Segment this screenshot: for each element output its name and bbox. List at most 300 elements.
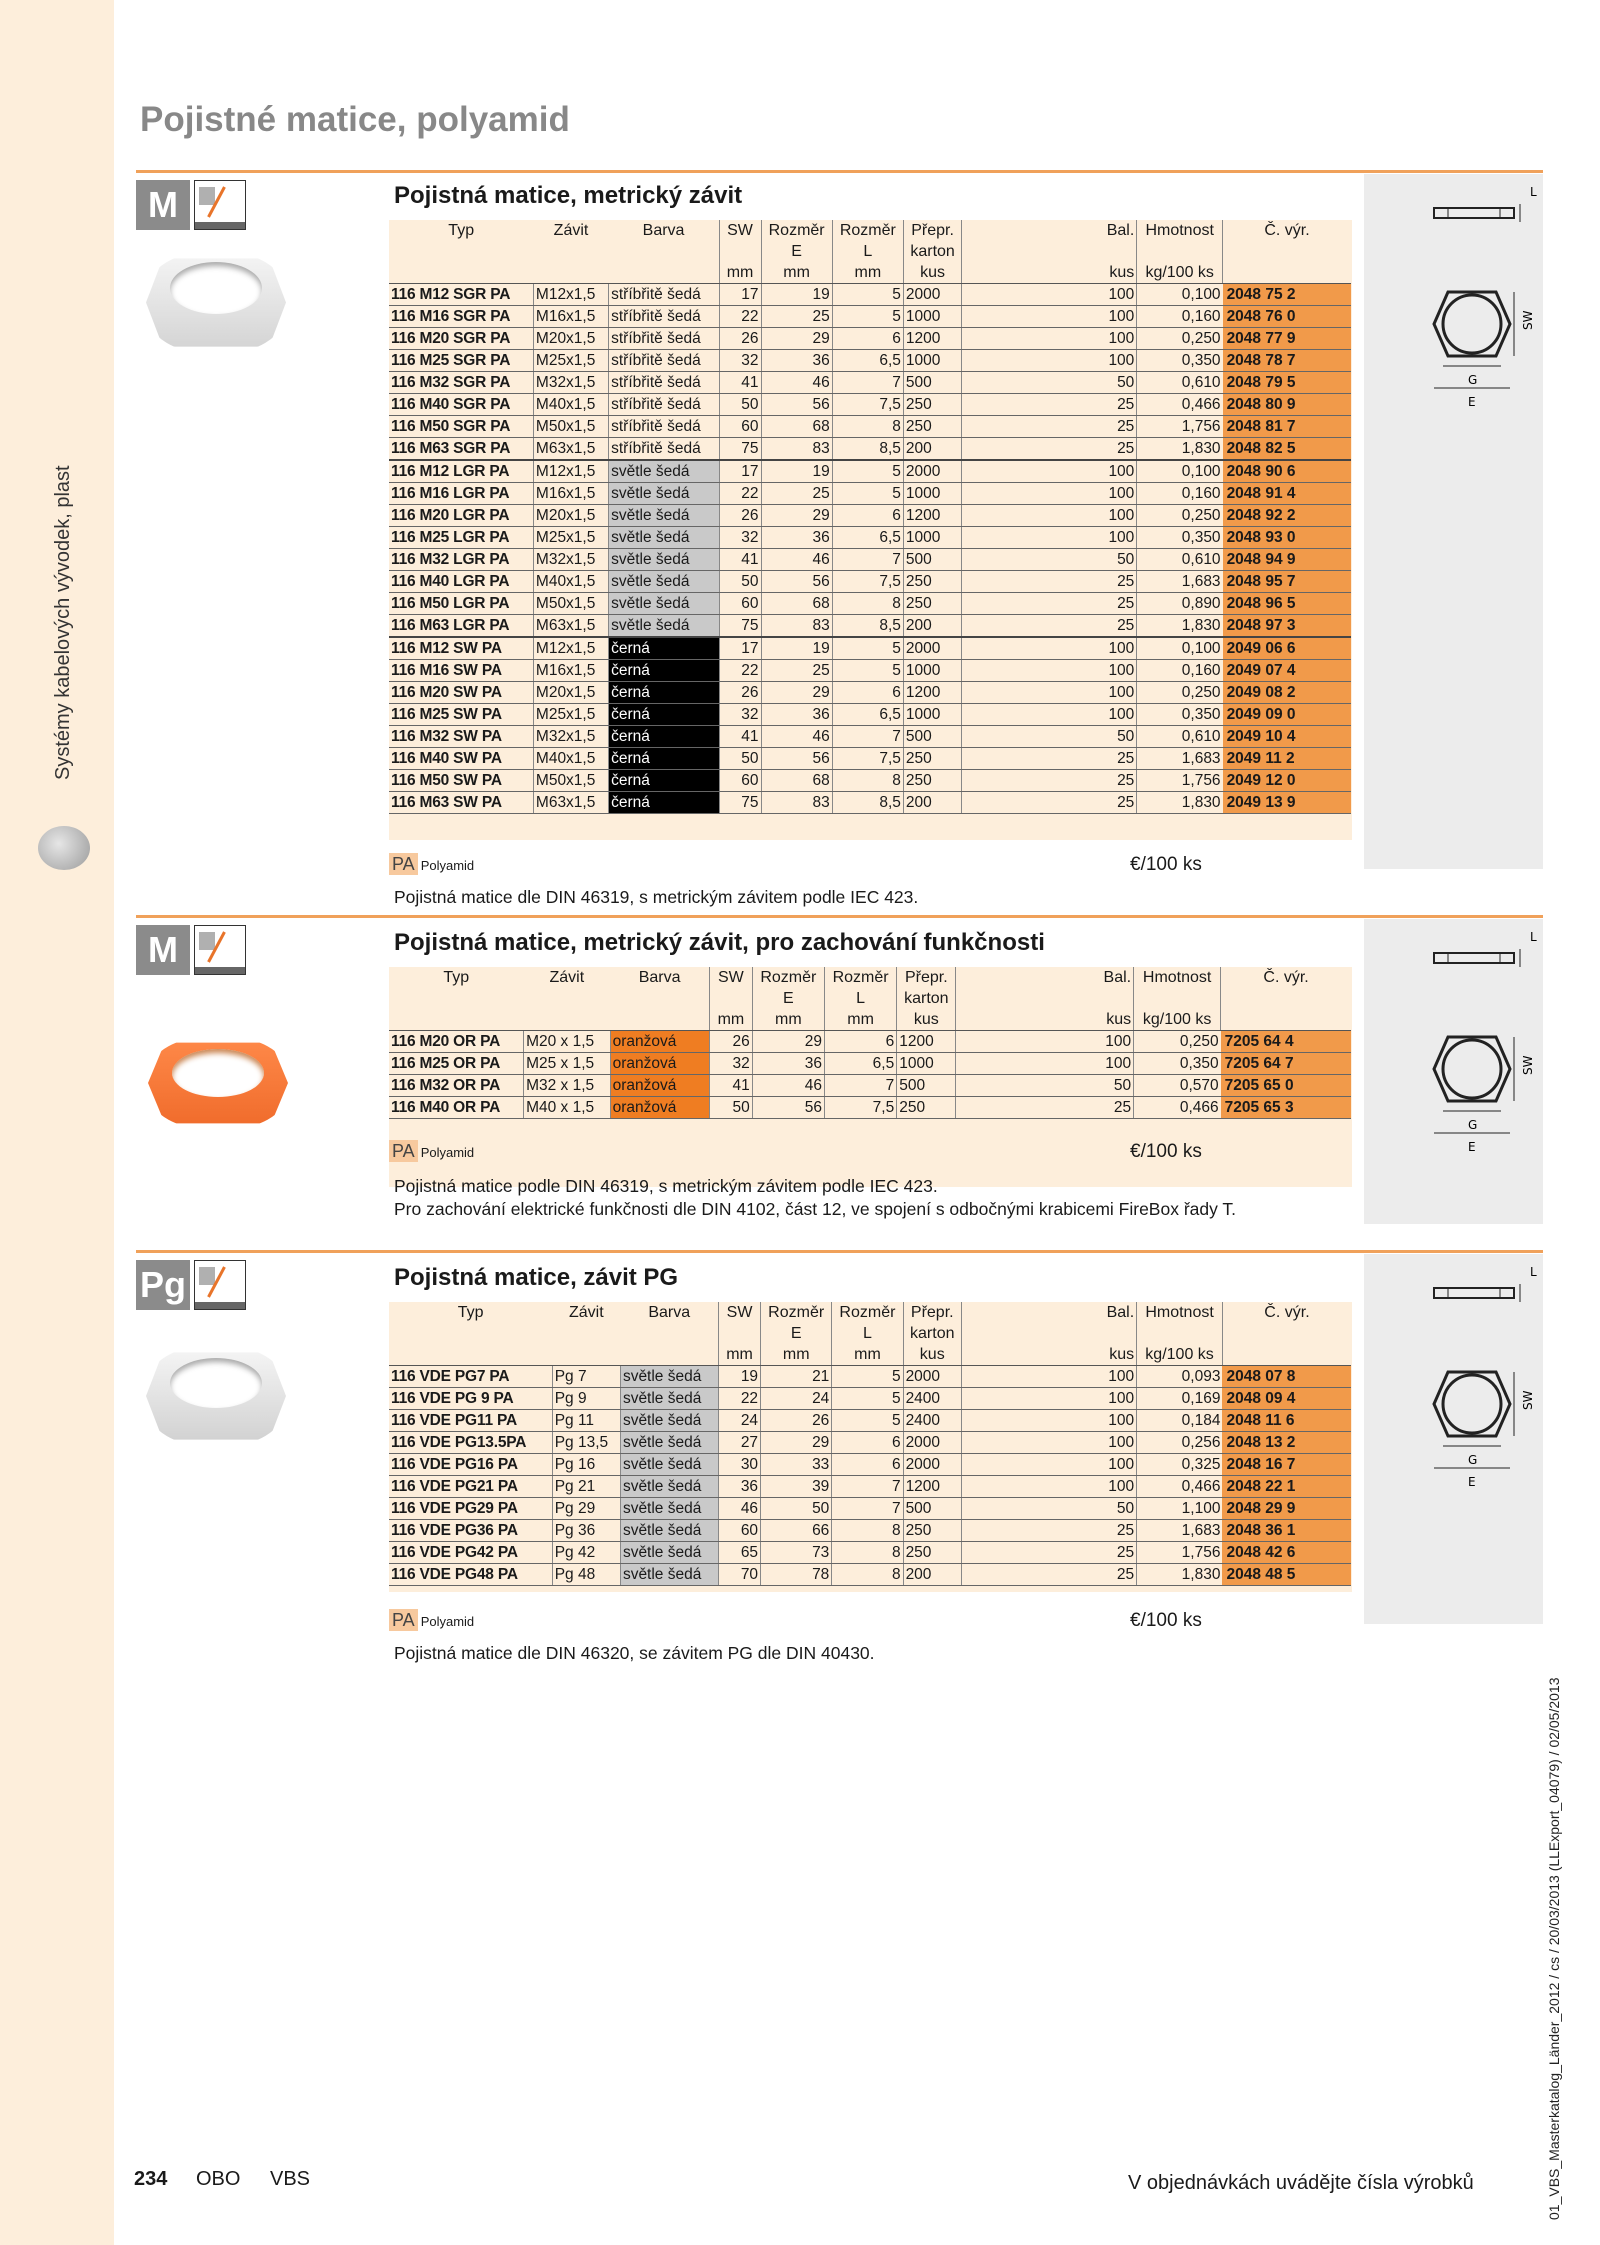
halogen-free-icon [194,1260,246,1310]
cell-sw: 26 [719,505,761,527]
cell-cislo-vyrobku: 2048 95 7 [1223,571,1351,593]
dimension-drawing [1364,174,1543,869]
cell-sw: 32 [719,350,761,372]
cell-rozmer-l: 8,5 [832,792,903,814]
cell-zavit: Pg 42 [552,1542,620,1564]
cell-cislo-vyrobku: 2048 07 8 [1222,1366,1351,1388]
section-pg [136,1250,1543,1690]
cell-prepr: 1000 [903,660,961,682]
cell-cislo-vyrobku: 7205 65 3 [1221,1097,1351,1119]
cell-prepr: 2000 [903,1366,961,1388]
cell-prepr: 2400 [903,1388,961,1410]
header-prepr: Přepr. [903,1302,961,1323]
cell-rozmer-l: 6,5 [824,1053,896,1075]
cell-rozmer-e: 33 [761,1454,832,1476]
cell-bal: 100 [961,1454,1136,1476]
cell-hmotnost: 0,890 [1137,593,1223,615]
cell-typ: 116 VDE PG29 PA [389,1498,552,1520]
cell-barva: oranžová [610,1075,709,1097]
drawing-label-e: E [1468,395,1476,409]
cell-barva: černá [609,726,719,748]
header-bal: Bal. [956,967,1134,988]
cell-sw: 27 [719,1432,761,1454]
table-row [389,792,1351,814]
table-row [389,704,1351,726]
cell-rozmer-e: 78 [761,1564,832,1586]
thread-type-badge: Pg [136,1260,190,1310]
cell-rozmer-l: 6 [832,682,903,704]
cell-bal: 25 [962,615,1137,638]
cell-prepr: 250 [903,748,961,770]
cell-sw: 26 [719,682,761,704]
cell-prepr: 1000 [897,1053,956,1075]
unit-cell: kus [897,1009,956,1031]
cell-rozmer-e: 36 [752,1053,824,1075]
cell-typ: 116 M40 OR PA [389,1097,524,1119]
section-title: Pojistná matice, metrický závit, pro zachování funkčnosti [394,929,1045,956]
cell-sw: 46 [719,1498,761,1520]
unit-cell [389,1344,552,1366]
cell-sw: 17 [719,284,761,306]
cell-barva: stříbřitě šedá [609,438,719,461]
cell-bal: 25 [962,748,1137,770]
cell-hmotnost: 1,830 [1137,438,1223,461]
cell-zavit: Pg 9 [552,1388,620,1410]
cell-cislo-vyrobku: 2048 79 5 [1223,372,1351,394]
cell-prepr: 250 [903,1542,961,1564]
table-unit-row [389,262,1351,284]
section-divider [136,1250,1543,1253]
cell-rozmer-e: 68 [761,416,832,438]
cell-hmotnost: 0,184 [1137,1410,1223,1432]
price-unit: €/100 ks [1130,1610,1202,1631]
table-row [389,1564,1351,1586]
subheader-cell [962,241,1137,262]
cell-zavit: M20x1,5 [533,505,608,527]
cell-rozmer-l: 5 [832,1410,903,1432]
cell-hmotnost: 0,250 [1137,682,1223,704]
table-subheader-row [389,1323,1351,1344]
cell-bal: 100 [961,1476,1136,1498]
unit-cell: mm [761,1344,832,1366]
cell-rozmer-l: 7 [832,726,903,748]
cell-sw: 24 [719,1410,761,1432]
cell-cislo-vyrobku: 7205 64 4 [1221,1031,1351,1053]
nut-drawing-svg [1364,1254,1543,1554]
header-cislo-vyrobku: Č. výr. [1222,1302,1351,1323]
unit-cell [533,262,608,284]
unit-cell: kg/100 ks [1137,262,1223,284]
header-zavit: Závit [553,222,589,239]
cell-rozmer-e: 56 [761,571,832,593]
table-row [389,615,1351,638]
table-row [389,328,1351,350]
drawing-label-l: L [1530,185,1537,199]
unit-cell [609,262,719,284]
material-legend: PA Polyamid [389,854,474,875]
drawing-label-e: E [1468,1140,1476,1154]
cell-rozmer-l: 8,5 [832,438,903,461]
cell-bal: 100 [961,1432,1136,1454]
cell-barva: černá [609,704,719,726]
unit-cell: kg/100 ks [1137,1344,1223,1366]
cell-rozmer-e: 56 [761,394,832,416]
cell-barva: stříbřitě šedá [609,284,719,306]
subheader-cell [1137,241,1223,262]
cell-bal: 100 [962,660,1137,682]
cell-prepr: 200 [903,792,961,814]
cell-cislo-vyrobku: 2049 10 4 [1223,726,1351,748]
cell-sw: 50 [719,571,761,593]
cell-hmotnost: 0,100 [1137,637,1223,660]
product-photo-grey-nut [140,230,290,370]
cell-typ: 116 M63 SW PA [389,792,533,814]
cell-bal: 25 [962,438,1137,461]
cell-rozmer-e: 73 [761,1542,832,1564]
cell-barva: světle šedá [609,615,719,638]
drawing-label-l: L [1530,1265,1537,1279]
cell-barva: světle šedá [609,593,719,615]
cell-zavit: M40x1,5 [533,394,608,416]
header-typ: Typ [443,969,470,986]
header-rozmer-e: Rozměr [761,220,832,241]
table-row [389,1476,1351,1498]
cell-rozmer-l: 5 [832,1388,903,1410]
cell-zavit: M32x1,5 [533,726,608,748]
cell-rozmer-e: 36 [761,350,832,372]
unit-cell: mm [824,1009,896,1031]
side-category-label: Systémy kabelových vývodek, plast [52,465,74,780]
subheader-cell [389,988,524,1009]
cell-sw: 32 [710,1053,753,1075]
cell-prepr: 2000 [903,637,961,660]
subheader-cell [552,1323,620,1344]
cell-hmotnost: 1,830 [1137,1564,1223,1586]
cell-cislo-vyrobku: 2049 07 4 [1223,660,1351,682]
subheader-cell: E [761,1323,832,1344]
cell-bal: 100 [956,1031,1134,1053]
cell-sw: 32 [719,527,761,549]
cell-prepr: 500 [903,372,961,394]
cell-typ: 116 M40 LGR PA [389,571,533,593]
cell-cislo-vyrobku: 2049 11 2 [1223,748,1351,770]
cell-bal: 100 [962,306,1137,328]
cell-barva: světle šedá [609,460,719,483]
header-sw: SW [719,1302,761,1323]
cell-cislo-vyrobku: 2048 75 2 [1223,284,1351,306]
table-row [389,505,1351,527]
cell-typ: 116 M12 LGR PA [389,460,533,483]
cell-sw: 60 [719,416,761,438]
cell-barva: stříbřitě šedá [609,306,719,328]
cell-typ: 116 M20 OR PA [389,1031,524,1053]
cell-bal: 100 [962,284,1137,306]
cell-sw: 17 [719,637,761,660]
cell-typ: 116 M50 SGR PA [389,416,533,438]
table-row [389,571,1351,593]
subheader-cell: L [832,241,903,262]
cell-cislo-vyrobku: 2048 29 9 [1222,1498,1351,1520]
cell-cislo-vyrobku: 2049 09 0 [1223,704,1351,726]
cell-rozmer-e: 25 [761,483,832,505]
cell-hmotnost: 0,350 [1134,1053,1221,1075]
cell-bal: 25 [961,1542,1136,1564]
subheader-cell [533,241,608,262]
cell-zavit: Pg 16 [552,1454,620,1476]
table-row [389,284,1351,306]
unit-cell: mm [710,1009,753,1031]
table-row [389,306,1351,328]
cell-typ: 116 VDE PG11 PA [389,1410,552,1432]
header-sw: SW [719,220,761,241]
cell-typ: 116 M25 SW PA [389,704,533,726]
subheader-cell [1137,1323,1223,1344]
cell-hmotnost: 0,610 [1137,726,1223,748]
cell-rozmer-l: 8 [832,770,903,792]
table-row [389,438,1351,461]
cell-zavit: M40 x 1,5 [524,1097,611,1119]
cell-sw: 41 [719,726,761,748]
table-row [389,1520,1351,1542]
thread-type-badge: M [136,925,190,975]
cell-zavit: M25x1,5 [533,704,608,726]
cell-prepr: 250 [903,1520,961,1542]
cell-cislo-vyrobku: 2048 76 0 [1223,306,1351,328]
cell-rozmer-l: 5 [832,306,903,328]
cell-rozmer-l: 5 [832,460,903,483]
cell-prepr: 500 [903,1498,961,1520]
table-row [389,682,1351,704]
cell-cislo-vyrobku: 2049 13 9 [1223,792,1351,814]
cell-zavit: Pg 29 [552,1498,620,1520]
unit-cell [1223,262,1351,284]
left-margin-strip [0,0,114,2245]
unit-cell: kus [956,1009,1134,1031]
table-row [389,549,1351,571]
cell-bal: 50 [961,1498,1136,1520]
header-sw: SW [710,967,753,988]
cell-hmotnost: 0,250 [1137,505,1223,527]
halogen-free-icon [194,925,246,975]
unit-cell [610,1009,709,1031]
cell-bal: 25 [962,792,1137,814]
cell-bal: 100 [956,1053,1134,1075]
cell-rozmer-l: 8 [832,1542,903,1564]
page-number: 234 [134,2168,168,2190]
cell-sw: 50 [719,748,761,770]
drawing-label-e: E [1468,1475,1476,1489]
cell-zavit: M12x1,5 [533,284,608,306]
cell-hmotnost: 1,756 [1137,416,1223,438]
cell-prepr: 2000 [903,460,961,483]
header-cislo-vyrobku: Č. výr. [1223,220,1351,241]
header-typ: Typ [457,1304,484,1321]
cell-hmotnost: 0,610 [1137,372,1223,394]
unit-cell: mm [832,262,903,284]
cell-rozmer-e: 25 [761,660,832,682]
material-legend: PA Polyamid [389,1610,474,1631]
cell-hmotnost: 0,570 [1134,1075,1221,1097]
cell-rozmer-e: 29 [761,682,832,704]
unit-cell [389,262,533,284]
cell-barva: černá [609,748,719,770]
table-row [389,660,1351,682]
cell-bal: 100 [962,328,1137,350]
drawing-label-sw: SW [1521,1390,1535,1410]
cell-barva: světle šedá [620,1542,718,1564]
cell-barva: oranžová [610,1031,709,1053]
cell-rozmer-l: 5 [832,284,903,306]
cell-rozmer-e: 46 [761,549,832,571]
cell-bal: 25 [961,1520,1136,1542]
cell-prepr: 1200 [903,1476,961,1498]
cell-prepr: 1200 [903,505,961,527]
cell-typ: 116 M32 OR PA [389,1075,524,1097]
cell-prepr: 1200 [897,1031,956,1053]
cell-cislo-vyrobku: 2048 97 3 [1223,615,1351,638]
cell-sw: 75 [719,792,761,814]
unit-cell [1222,1344,1351,1366]
cell-rozmer-e: 19 [761,637,832,660]
cell-sw: 50 [710,1097,753,1119]
cell-hmotnost: 0,169 [1137,1388,1223,1410]
table-row [389,1454,1351,1476]
cell-rozmer-e: 56 [761,748,832,770]
cell-sw: 60 [719,770,761,792]
price-unit: €/100 ks [1130,854,1202,875]
cell-barva: černá [609,637,719,660]
header-zavit: Závit [568,1304,604,1321]
product-photo-pg-nut [140,1330,290,1470]
cell-typ: 116 M63 SGR PA [389,438,533,461]
section-note: Pojistná matice podle DIN 46319, s metrickým závitem podle IEC 423. Pro zachování elektrické funkčnosti dle DIN 4102, část 12, ve spojení s odbočnými krabicemi FireBox řady T. [394,1176,1237,1219]
cell-sw: 75 [719,438,761,461]
cell-hmotnost: 0,350 [1137,704,1223,726]
cell-bal: 100 [962,704,1137,726]
cell-prepr: 1200 [903,328,961,350]
cell-rozmer-l: 7,5 [824,1097,896,1119]
cell-sw: 26 [719,328,761,350]
cell-barva: stříbřitě šedá [609,416,719,438]
cell-prepr: 1000 [903,527,961,549]
cell-prepr: 1000 [903,483,961,505]
cell-rozmer-l: 6 [832,1454,903,1476]
cell-sw: 75 [719,615,761,638]
drawing-label-sw: SW [1521,1055,1535,1075]
cell-cislo-vyrobku: 2048 92 2 [1223,505,1351,527]
cell-hmotnost: 0,256 [1137,1432,1223,1454]
cell-zavit: M20x1,5 [533,682,608,704]
cell-typ: 116 M32 LGR PA [389,549,533,571]
drawing-label-g: G [1468,1453,1478,1467]
table-row [389,1498,1351,1520]
cell-barva: oranžová [610,1097,709,1119]
cell-barva: světle šedá [609,549,719,571]
table-row [389,483,1351,505]
table-row [389,1388,1351,1410]
table-row [389,460,1351,483]
drawing-label-g: G [1468,373,1478,387]
cell-barva: černá [609,770,719,792]
cell-cislo-vyrobku: 2048 13 2 [1222,1432,1351,1454]
header-hmotnost: Hmotnost [1137,220,1223,241]
cell-zavit: M16x1,5 [533,660,608,682]
cell-rozmer-l: 7 [832,1476,903,1498]
table-row [389,1053,1351,1075]
cell-bal: 100 [962,460,1137,483]
cell-prepr: 200 [903,438,961,461]
section-note: Pojistná matice dle DIN 46319, s metrickým závitem podle IEC 423. [394,887,919,907]
cell-sw: 50 [719,394,761,416]
cell-rozmer-e: 29 [761,328,832,350]
table-row [389,770,1351,792]
cell-cislo-vyrobku: 2048 42 6 [1222,1542,1351,1564]
cell-hmotnost: 0,250 [1137,328,1223,350]
cell-zavit: M63x1,5 [533,792,608,814]
cell-barva: černá [609,660,719,682]
cell-rozmer-e: 68 [761,593,832,615]
cell-bal: 100 [962,682,1137,704]
subheader-cell: L [824,988,896,1009]
subheader-cell [956,988,1134,1009]
table-row [389,1410,1351,1432]
cell-prepr: 1000 [903,350,961,372]
cell-hmotnost: 0,466 [1134,1097,1221,1119]
table-row [389,1542,1351,1564]
cell-bal: 25 [962,416,1137,438]
header-barva: Barva [648,1304,691,1321]
cell-rozmer-l: 7 [824,1075,896,1097]
subheader-cell: E [752,988,824,1009]
cell-hmotnost: 1,830 [1137,615,1223,638]
order-note: V objednávkách uvádějte čísla výrobků [1128,2172,1474,2194]
unit-cell: kus [903,262,961,284]
cell-bal: 100 [961,1366,1136,1388]
cell-rozmer-e: 66 [761,1520,832,1542]
cell-typ: 116 M25 OR PA [389,1053,524,1075]
cell-sw: 65 [719,1542,761,1564]
cell-zavit: M50x1,5 [533,593,608,615]
cell-bal: 100 [962,637,1137,660]
cell-hmotnost: 0,160 [1137,306,1223,328]
cell-barva: černá [609,792,719,814]
cell-rozmer-l: 7 [832,372,903,394]
cell-typ: 116 M50 LGR PA [389,593,533,615]
cell-barva: oranžová [610,1053,709,1075]
subheader-cell: L [832,1323,903,1344]
unit-cell [524,1009,611,1031]
cell-sw: 36 [719,1476,761,1498]
table-row [389,527,1351,549]
cell-prepr: 2000 [903,1432,961,1454]
cell-rozmer-l: 7 [832,549,903,571]
cell-typ: 116 M16 LGR PA [389,483,533,505]
cell-rozmer-l: 7,5 [832,571,903,593]
cell-rozmer-e: 24 [761,1388,832,1410]
table-row [389,372,1351,394]
cell-prepr: 200 [903,1564,961,1586]
cell-zavit: M32x1,5 [533,372,608,394]
subheader-cell [719,241,761,262]
header-barva: Barva [642,222,685,239]
cell-zavit: M25 x 1,5 [524,1053,611,1075]
cell-barva: světle šedá [620,1520,718,1542]
subheader-cell: karton [903,241,961,262]
table-row [389,394,1351,416]
cell-bal: 100 [961,1388,1136,1410]
cell-zavit: M63x1,5 [533,615,608,638]
cell-prepr: 250 [903,571,961,593]
